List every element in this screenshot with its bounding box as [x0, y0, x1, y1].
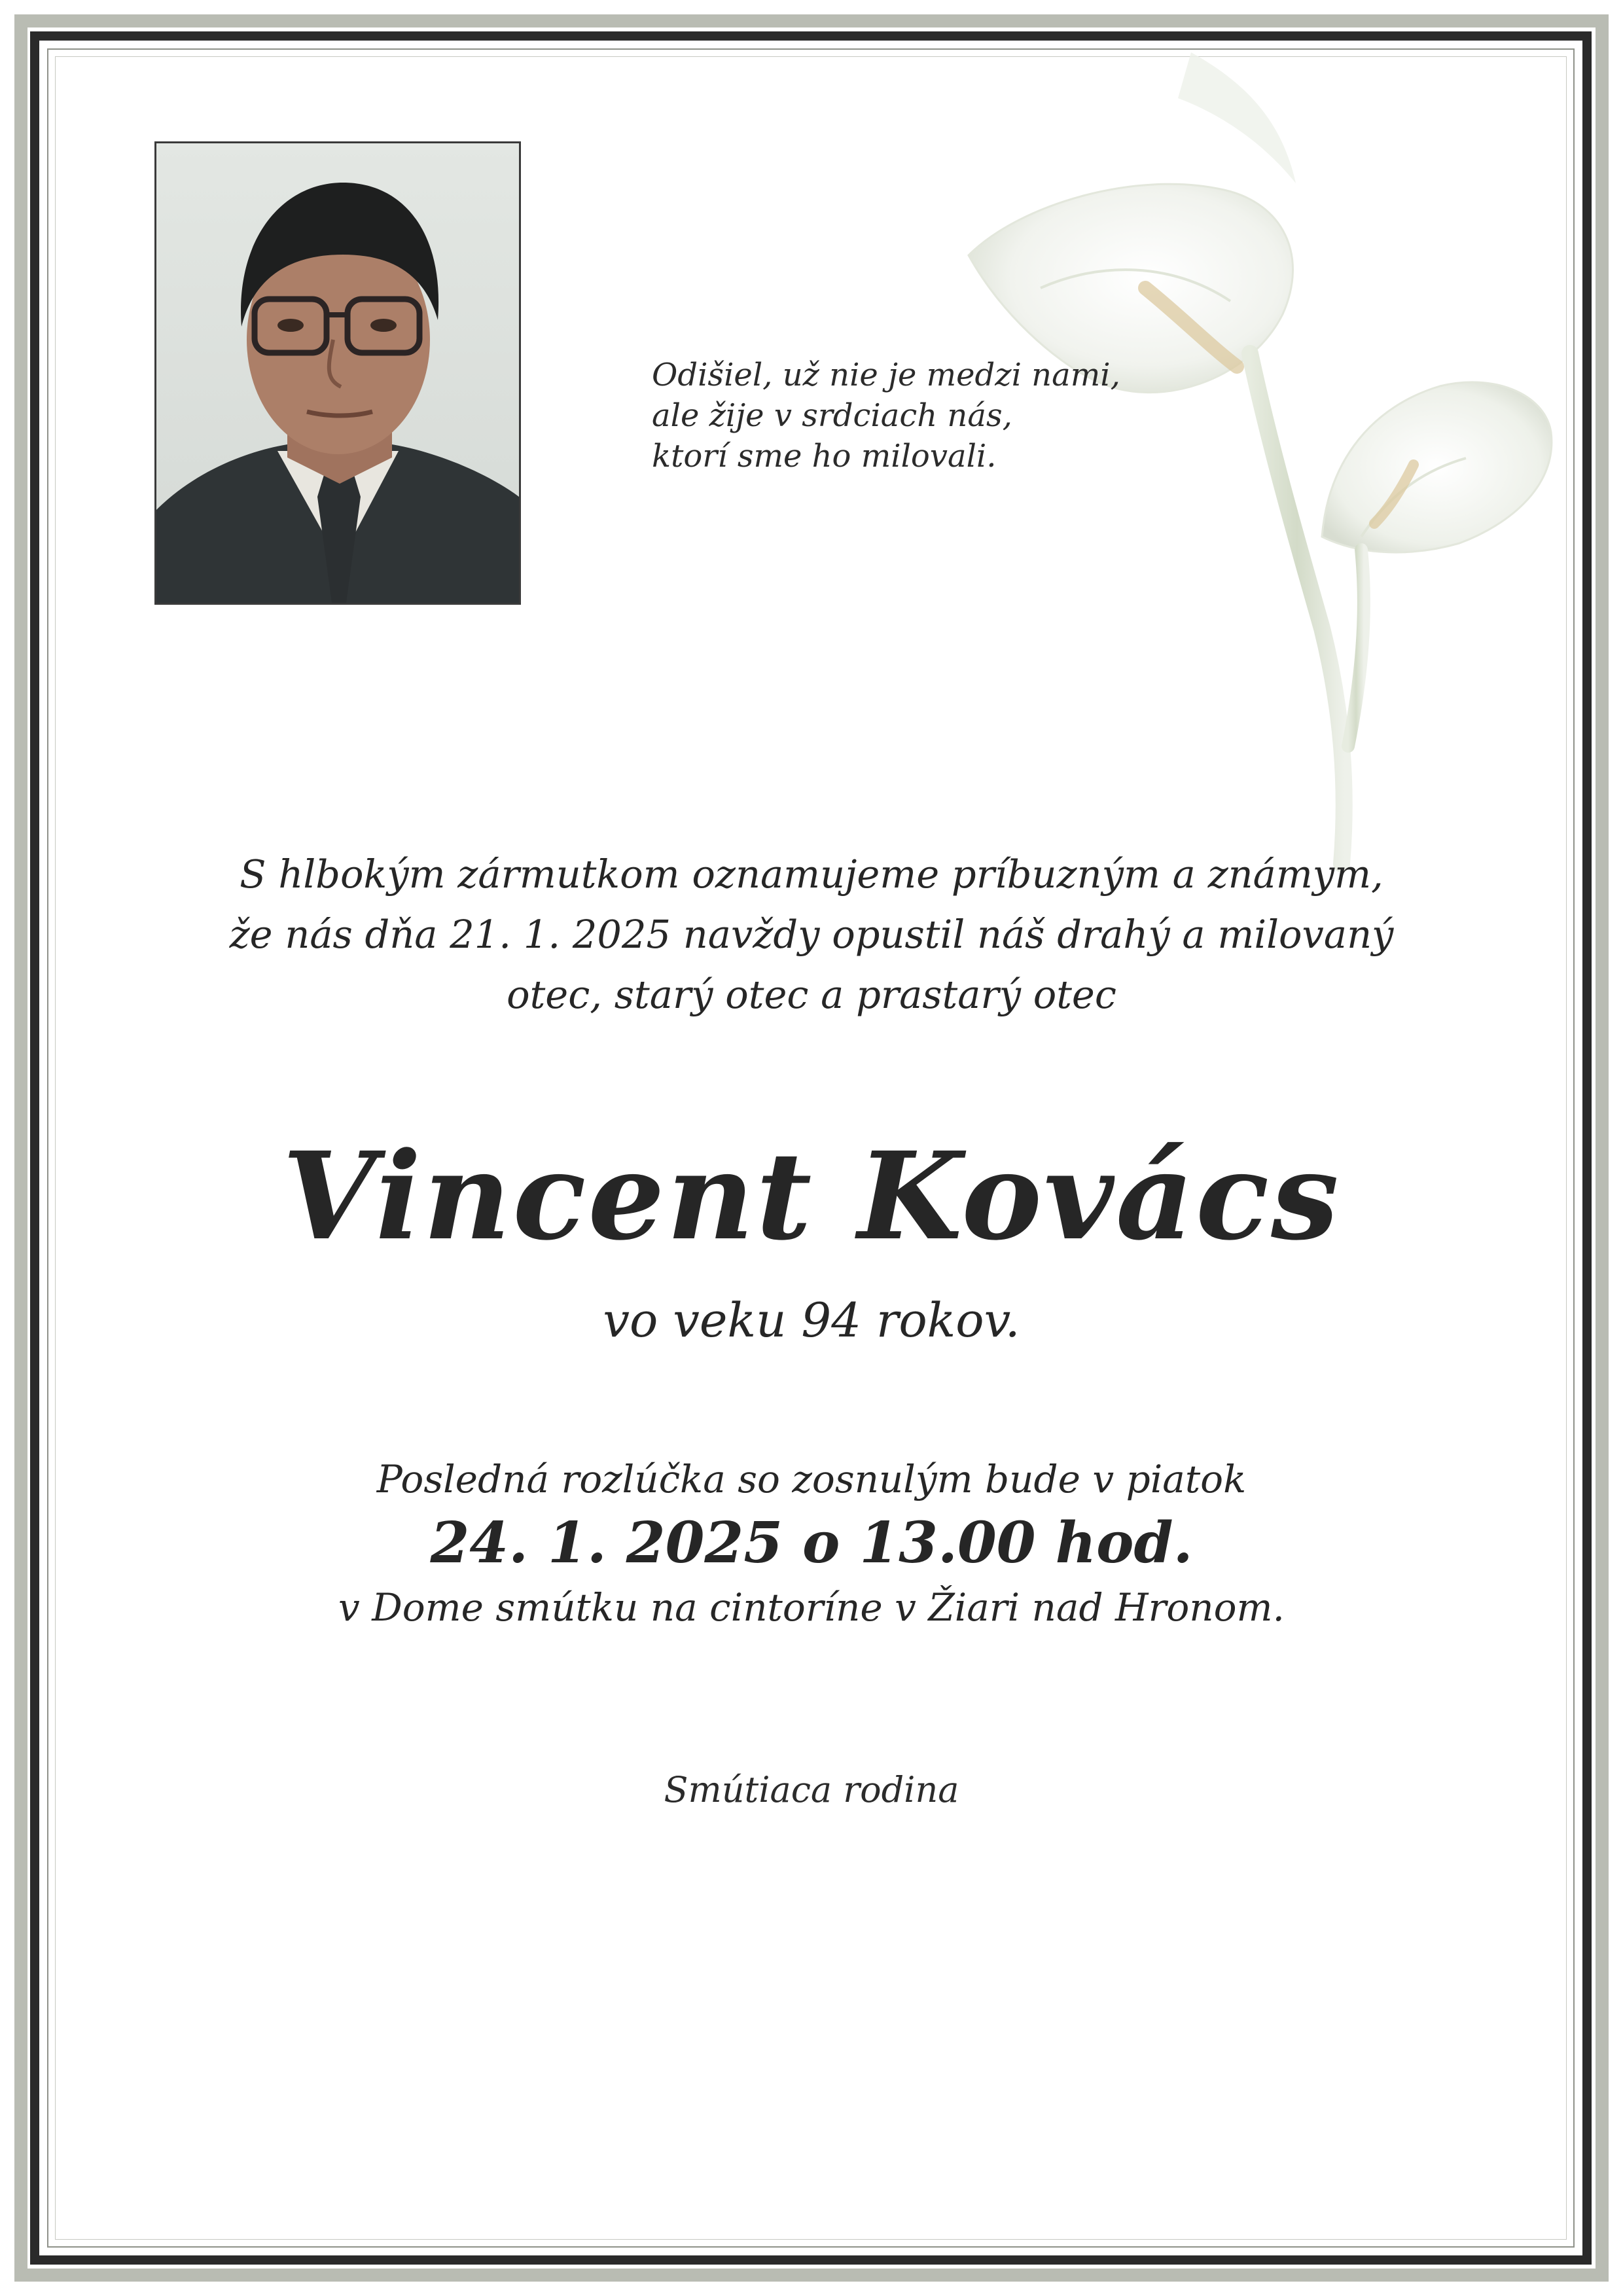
family-signature: Smútiaca rodina	[664, 1769, 959, 1810]
announcement-line: S hlbokým zármutkom oznamujeme príbuzným a známym,	[240, 852, 1383, 897]
deceased-name: Vincent Kovács	[282, 1126, 1341, 1267]
announcement-line: otec, starý otec a prastarý otec	[507, 972, 1116, 1017]
funeral-info	[131, 1453, 1492, 1634]
memorial-quote	[652, 355, 1241, 476]
quote-line: ktorí sme ho milovali.	[652, 438, 997, 475]
funeral-datetime: 24. 1. 2025 o 13.00 hod.	[430, 1510, 1193, 1576]
quote-line: ale žije v srdciach nás,	[652, 397, 1012, 434]
quote-line: Odišiel, už nie je medzi nami,	[652, 357, 1120, 393]
death-announcement	[131, 844, 1492, 1025]
announcement-line: že nás dňa 21. 1. 2025 navždy opustil náš drahý a milovaný	[229, 912, 1394, 957]
deceased-age: vo veku 94 rokov.	[603, 1293, 1020, 1348]
funeral-place: v Dome smútku na cintoríne v Žiari nad Hronom.	[338, 1585, 1285, 1630]
portrait-photo	[154, 141, 521, 605]
funeral-intro: Posledná rozlúčka so zosnulým bude v piatok	[376, 1457, 1247, 1501]
